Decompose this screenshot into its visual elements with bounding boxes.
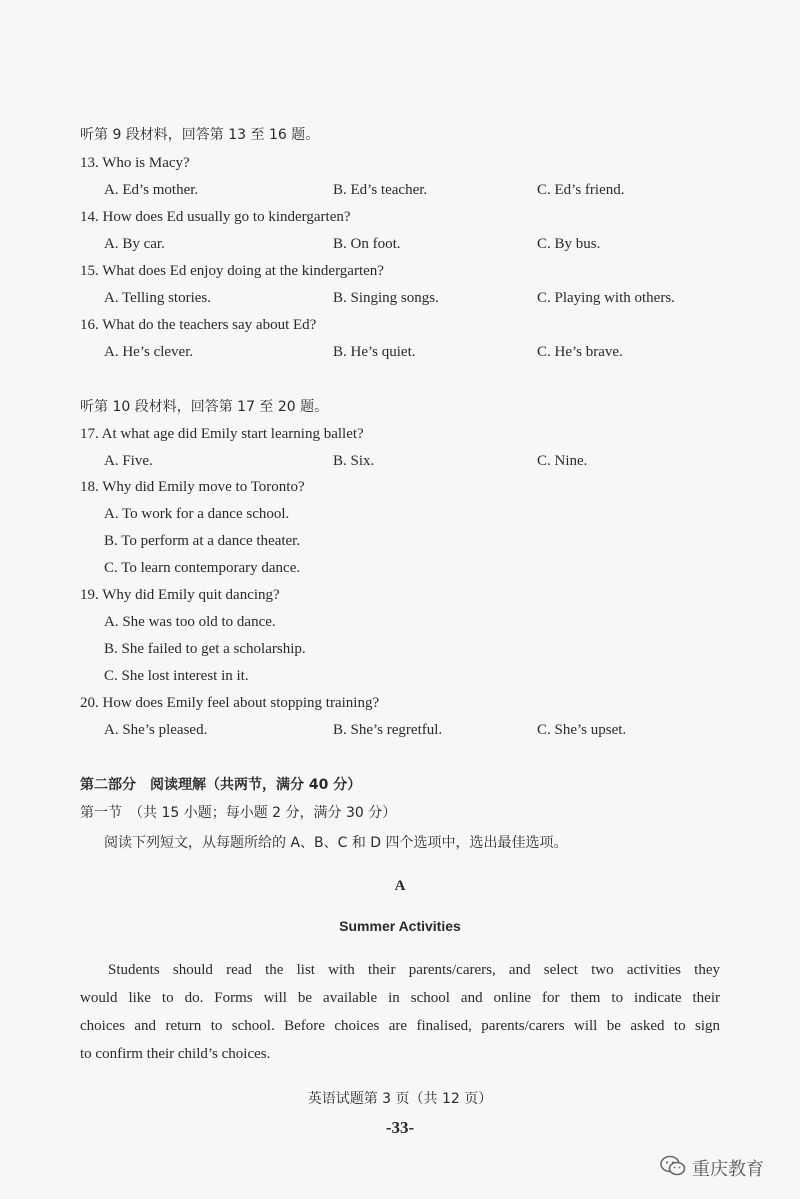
q14-stem: 14. How does Ed usually go to kindergarten? bbox=[80, 209, 351, 225]
q18-option-c: C. To learn contemporary dance. bbox=[104, 560, 301, 576]
wechat-watermark bbox=[660, 1153, 764, 1183]
footer-page-info: 英语试题第 3 页（共 12 页） bbox=[307, 1091, 493, 1107]
q15-stem: 15. What does Ed enjoy doing at the kindergarten? bbox=[80, 263, 384, 279]
q16-stem: 16. What do the teachers say about Ed? bbox=[80, 317, 317, 333]
q19-option-c: C. She lost interest in it. bbox=[104, 668, 249, 684]
q17-option-a: A. Five. bbox=[104, 453, 153, 469]
q15-option-c: C. Playing with others. bbox=[537, 290, 675, 306]
q16-option-b: B. He’s quiet. bbox=[333, 344, 416, 360]
q17-option-b: B. Six. bbox=[333, 453, 375, 469]
q15-option-a: A. Telling stories. bbox=[104, 290, 211, 306]
q18-option-a: A. To work for a dance school. bbox=[104, 506, 290, 522]
passage-letter: A bbox=[394, 878, 406, 894]
q13-option-b: B. Ed’s teacher. bbox=[333, 182, 428, 198]
wechat-icon bbox=[660, 1155, 686, 1182]
section10-heading: 听第 10 段材料，回答第 17 至 20 题。 bbox=[80, 399, 329, 415]
q17-stem: 17. At what age did Emily start learning ballet? bbox=[80, 426, 364, 442]
q20-option-a: A. She’s pleased. bbox=[104, 722, 208, 738]
section9-heading: 听第 9 段材料，回答第 13 至 16 题。 bbox=[80, 127, 320, 143]
q13-stem: 13. Who is Macy? bbox=[80, 155, 190, 171]
q14-option-b: B. On foot. bbox=[333, 236, 401, 252]
q18-stem: 18. Why did Emily move to Toronto? bbox=[80, 479, 305, 495]
q16-option-c: C. He’s brave. bbox=[537, 344, 623, 360]
q20-stem: 20. How does Emily feel about stopping training? bbox=[80, 695, 380, 711]
part2-title: 第二部分 阅读理解（共两节，满分 40 分） bbox=[80, 777, 362, 793]
q20-option-c: C. She’s upset. bbox=[537, 722, 627, 738]
q13-option-c: C. Ed’s friend. bbox=[537, 182, 625, 198]
q13-option-a: A. Ed’s mother. bbox=[104, 182, 199, 198]
paragraph-line-1: Students should read the list with their parents/carers, and select two activities they bbox=[108, 962, 720, 978]
q19-stem: 19. Why did Emily quit dancing? bbox=[80, 587, 280, 603]
q17-option-c: C. Nine. bbox=[537, 453, 588, 469]
q14-option-c: C. By bus. bbox=[537, 236, 601, 252]
watermark-text: 重庆教育 bbox=[692, 1159, 764, 1180]
q19-option-b: B. She failed to get a scholarship. bbox=[104, 641, 306, 657]
footer-page-number: -33- bbox=[385, 1118, 415, 1137]
q15-option-b: B. Singing songs. bbox=[333, 290, 439, 306]
part2-instruction: 阅读下列短文，从每题所给的 A、B、C 和 D 四个选项中，选出最佳选项。 bbox=[104, 835, 568, 851]
paragraph-line-2: would like to do. Forms will be available in school and online for them to indicate their bbox=[80, 990, 720, 1006]
passage-title: Summer Activities bbox=[339, 918, 461, 934]
paragraph-line-3: choices and return to school. Before choices are finalised, parents/carers will be asked to sign bbox=[80, 1018, 720, 1034]
q14-option-a: A. By car. bbox=[104, 236, 165, 252]
q20-option-b: B. She’s regretful. bbox=[333, 722, 443, 738]
q18-option-b: B. To perform at a dance theater. bbox=[104, 533, 301, 549]
q19-option-a: A. She was too old to dance. bbox=[104, 614, 276, 630]
paragraph-line-4: to confirm their child’s choices. bbox=[80, 1046, 271, 1062]
part2-section1: 第一节 （共 15 小题；每小题 2 分，满分 30 分） bbox=[80, 805, 397, 821]
q16-option-a: A. He’s clever. bbox=[104, 344, 194, 360]
passage-paragraph bbox=[80, 956, 720, 1068]
